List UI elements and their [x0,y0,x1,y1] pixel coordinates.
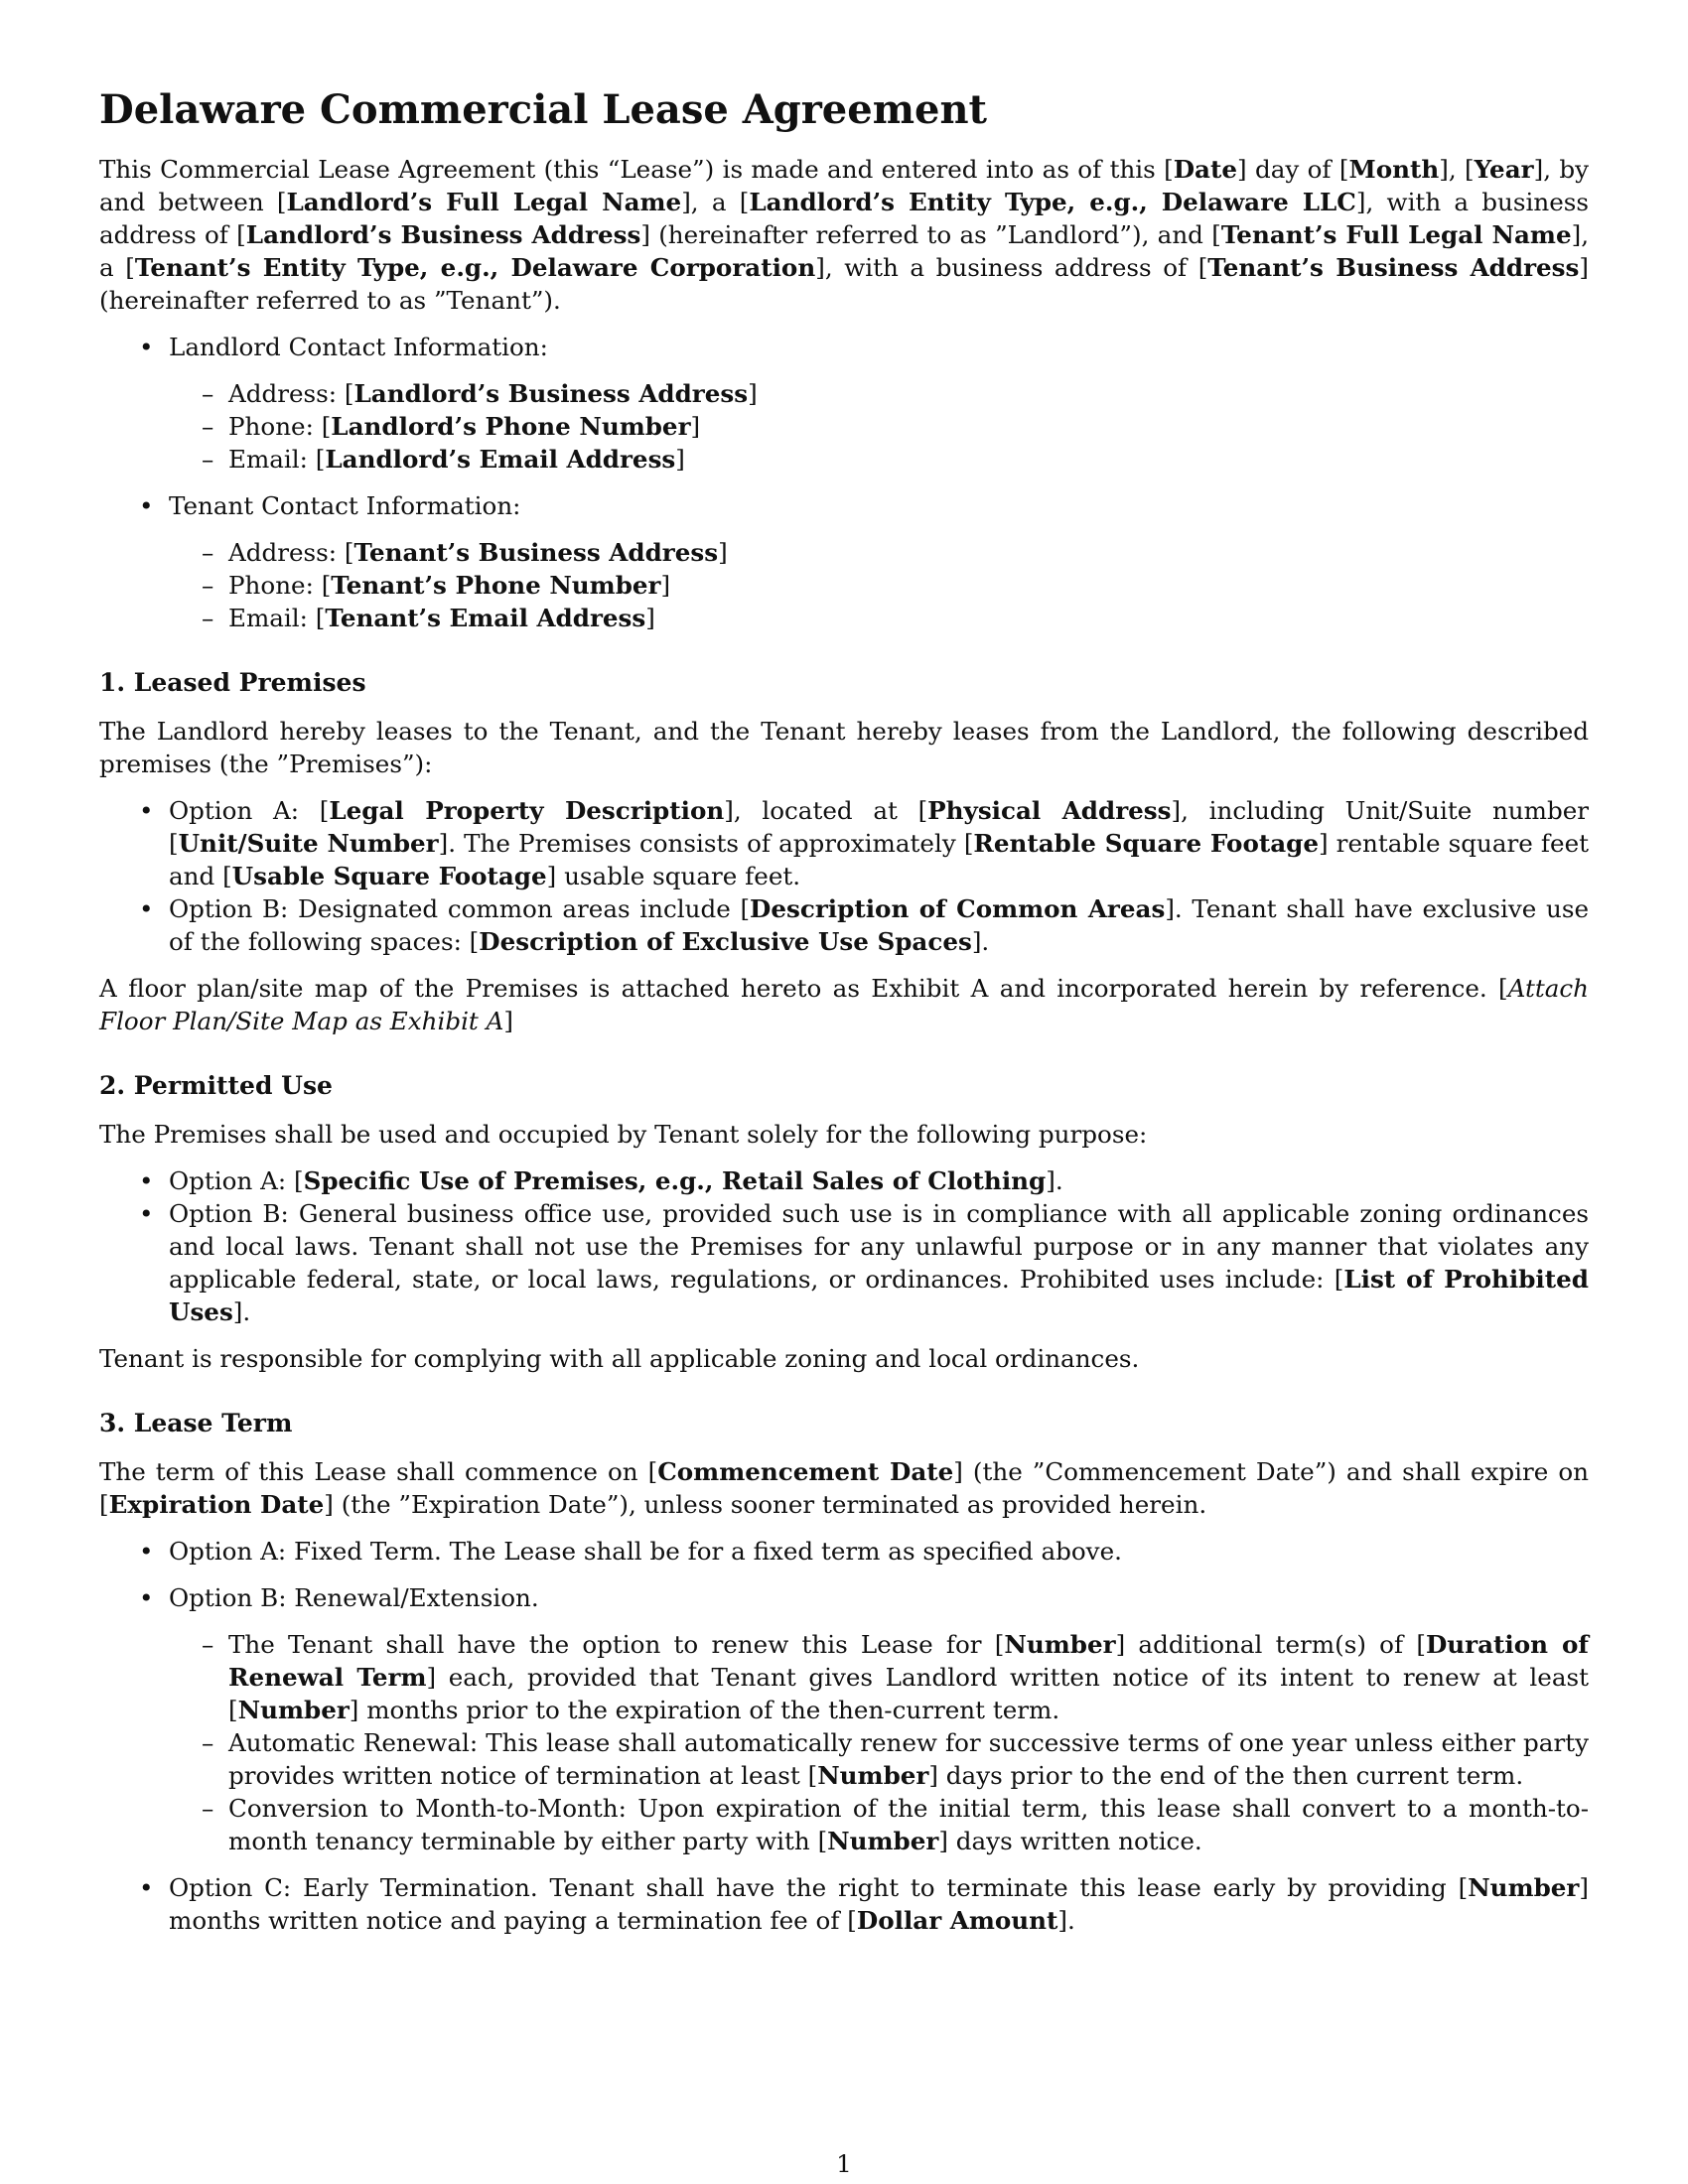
section2-intro: The Premises shall be used and occupied by Tenant solely for the following purpose: [99,1120,1148,1149]
text: Option C: Early Termination. Tenant shall have the right to terminate this lease early by providing [ [169,1873,1469,1902]
intro-text: ], a [ [681,188,750,216]
tenant-contact-item [99,489,1589,634]
text: ]. [232,1297,251,1326]
text: Conversion to Month-to-Month: Upon expiration of the initial term, this lease shall convert to a month-to-month tenancy terminable by either party with [ [228,1794,1589,1855]
section3-option-a: • Option A: Fixed Term. The Lease shall be for a fixed term as specified above. [99,1535,1589,1568]
bracket: ] [690,412,701,441]
placeholder-tenant-phone: Tenant’s Phone Number [331,571,661,600]
section3-option-b [99,1581,1589,1857]
section1-option-b [99,892,1589,958]
text: ] each, provided that Tenant gives Landlord written notice of its intent to renew at least [ [228,1663,1589,1724]
section2-option-b [99,1197,1589,1328]
section-heading-lease-term: 3. Lease Term [99,1409,293,1437]
text: ] months written notice and paying a termination fee of [ [169,1873,1589,1935]
tenant-email-line [169,602,1589,634]
field-label: Address: [ [228,379,354,408]
option-b-label: Option B: Renewal/Extension. [169,1583,539,1612]
section1-intro: The Landlord hereby leases to the Tenant, and the Tenant hereby leases from the Landlord, the following described premises (the ”Premises”): [99,717,1589,778]
intro-text: ] (hereinafter referred to as ”Landlord”), and [ [640,220,1221,249]
placeholder-renewal-duration: Duration of Renewal Term [228,1630,1589,1692]
text: Option B: Designated common areas include [ [169,894,751,923]
text: Option B: General business office use, provided such use is in compliance with all applicable zoning ordinances and local laws. Tenant shall not use the Premises for any unlawful purpose or in any manner that violates any applicable federal, state, or local laws, regulations, or ordinances. Prohibited uses include: [ [169,1199,1589,1294]
placeholder-rentable-sqft: Rentable Square Footage [973,829,1319,858]
placeholder-common-areas: Description of Common Areas [750,894,1166,923]
bracket: ] [660,571,671,600]
section2-closing: Tenant is responsible for complying with all applicable zoning and local ordinances. [99,1344,1140,1373]
placeholder-landlord-entity: Landlord’s Entity Type, e.g., Delaware LLC [749,188,1356,216]
placeholder-legal-description: Legal Property Description [329,796,725,825]
text: ] days written notice. [938,1827,1202,1855]
landlord-contact-sublist [169,377,1589,476]
text: The term of this Lease shall commence on [ [99,1457,658,1486]
placeholder-expiration-date: Expiration Date [108,1490,325,1519]
intro-text: This Commercial Lease Agreement (this “Lease”) is made and entered into as of this [ [99,155,1174,184]
text: ], including Unit/Suite number [ [169,796,1590,858]
intro-text: ], with a business address of [ [99,188,1590,249]
text: Option A: [ [169,1166,304,1195]
placeholder-number: Number [817,1761,929,1790]
text: Automatic Renewal: This lease shall automatically renew for successive terms of one year unless either party provides written notice of termination at least [ [228,1728,1589,1790]
placeholder-number: Number [827,1827,939,1855]
placeholder-landlord-name: Landlord’s Full Legal Name [286,188,682,216]
bracket: ] [645,604,655,632]
landlord-phone-line [169,410,1589,443]
bracket: ] [748,379,758,408]
text: ] months prior to the expiration of the then-current term. [349,1696,1060,1724]
intro-text: ], with a business address of [ [815,253,1208,282]
landlord-contact-label: Landlord Contact Information: [169,333,548,361]
text: ]. The Premises consists of approximately [ [438,829,974,858]
landlord-email-line [169,443,1589,476]
page-number: 1 [836,2149,852,2178]
section3-options [99,1535,1589,1937]
text: ] days prior to the end of the then current term. [928,1761,1524,1790]
month-to-month-line [169,1792,1589,1857]
placeholder-landlord-phone: Landlord’s Phone Number [331,412,691,441]
intro-text: ], a [ [99,220,1590,282]
text: ]. [1057,1906,1075,1935]
bracket: ] [675,445,685,474]
placeholder-year: Year [1474,155,1534,184]
placeholder-date: Date [1173,155,1238,184]
placeholder-number: Number [1468,1873,1580,1902]
contact-list [99,331,1589,634]
section-heading-leased-premises: 1. Leased Premises [99,668,366,697]
section-heading-permitted-use: 2. Permitted Use [99,1071,333,1100]
section1-options [99,794,1589,958]
text: ] additional term(s) of [ [1115,1630,1426,1659]
section3-option-c [99,1871,1589,1937]
tenant-address-line [169,536,1589,569]
landlord-contact-item [99,331,1589,476]
text: ]. [971,927,990,956]
tenant-phone-line [169,569,1589,602]
placeholder-commencement-date: Commencement Date [657,1457,954,1486]
placeholder-tenant-name: Tenant’s Full Legal Name [1220,220,1572,249]
intro-text: ], [ [1439,155,1475,184]
text: A floor plan/site map of the Premises is attached hereto as Exhibit A and incorporated herein by reference. [ [99,974,1508,1003]
text: Option A: [ [169,796,330,825]
placeholder-number: Number [1004,1630,1116,1659]
field-label: Email: [ [228,604,326,632]
document-title: Delaware Commercial Lease Agreement [99,86,988,133]
intro-text: ], by and between [ [99,155,1590,216]
section1-exhibit [99,972,1589,1037]
intro-paragraph [99,153,1589,317]
placeholder-landlord-address: Landlord’s Business Address [353,379,749,408]
intro-text: ] (hereinafter referred to as ”Tenant”). [99,253,1589,315]
tenant-contact-sublist [169,536,1589,634]
text: ] [503,1007,514,1035]
field-label: Phone: [ [228,412,332,441]
section2-options [99,1164,1589,1328]
renewal-option-line [169,1628,1589,1726]
field-label: Address: [ [228,538,354,567]
placeholder-number: Number [237,1696,350,1724]
placeholder-usable-sqft: Usable Square Footage [231,862,547,890]
landlord-address-line [169,377,1589,410]
placeholder-prohibited-uses: List of Prohibited Uses [169,1265,1589,1326]
placeholder-tenant-entity: Tenant’s Entity Type, e.g., Delaware Corporation [134,253,816,282]
section1-option-a [99,794,1589,892]
placeholder-month: Month [1348,155,1440,184]
placeholder-physical-address: Physical Address [927,796,1172,825]
text: ] rentable square feet and [ [169,829,1590,890]
exhibit-note: Attach Floor Plan/Site Map as Exhibit A [99,974,1589,1035]
placeholder-tenant-email: Tenant’s Email Address [325,604,646,632]
placeholder-landlord-email: Landlord’s Email Address [325,445,676,474]
placeholder-tenant-address: Tenant’s Business Address [1207,253,1580,282]
document-body [99,85,1589,1951]
text: ] usable square feet. [546,862,801,890]
text: ], located at [ [724,796,928,825]
text: ]. [1046,1166,1063,1195]
placeholder-landlord-address: Landlord’s Business Address [245,220,641,249]
tenant-contact-label: Tenant Contact Information: [169,491,521,520]
placeholder-tenant-address: Tenant’s Business Address [353,538,719,567]
section3-intro [99,1455,1589,1521]
section3-option-b-sublist [169,1628,1589,1857]
field-label: Phone: [ [228,571,332,600]
intro-text: ] day of [ [1237,155,1349,184]
placeholder-unit-number: Unit/Suite Number [178,829,439,858]
text: ] (the ”Expiration Date”), unless sooner terminated as provided herein. [324,1490,1207,1519]
section2-option-a [99,1164,1589,1197]
placeholder-specific-use: Specific Use of Premises, e.g., Retail Sales of Clothing [303,1166,1047,1195]
text: The Tenant shall have the option to renew this Lease for [ [228,1630,1005,1659]
placeholder-exclusive-spaces: Description of Exclusive Use Spaces [479,927,972,956]
bracket: ] [718,538,728,567]
automatic-renewal-line [169,1726,1589,1792]
field-label: Email: [ [228,445,326,474]
text: ]. Tenant shall have exclusive use of the following spaces: [ [169,894,1589,956]
placeholder-dollar-amount: Dollar Amount [856,1906,1058,1935]
text: ] (the ”Commencement Date”) and shall expire on [ [99,1457,1589,1519]
